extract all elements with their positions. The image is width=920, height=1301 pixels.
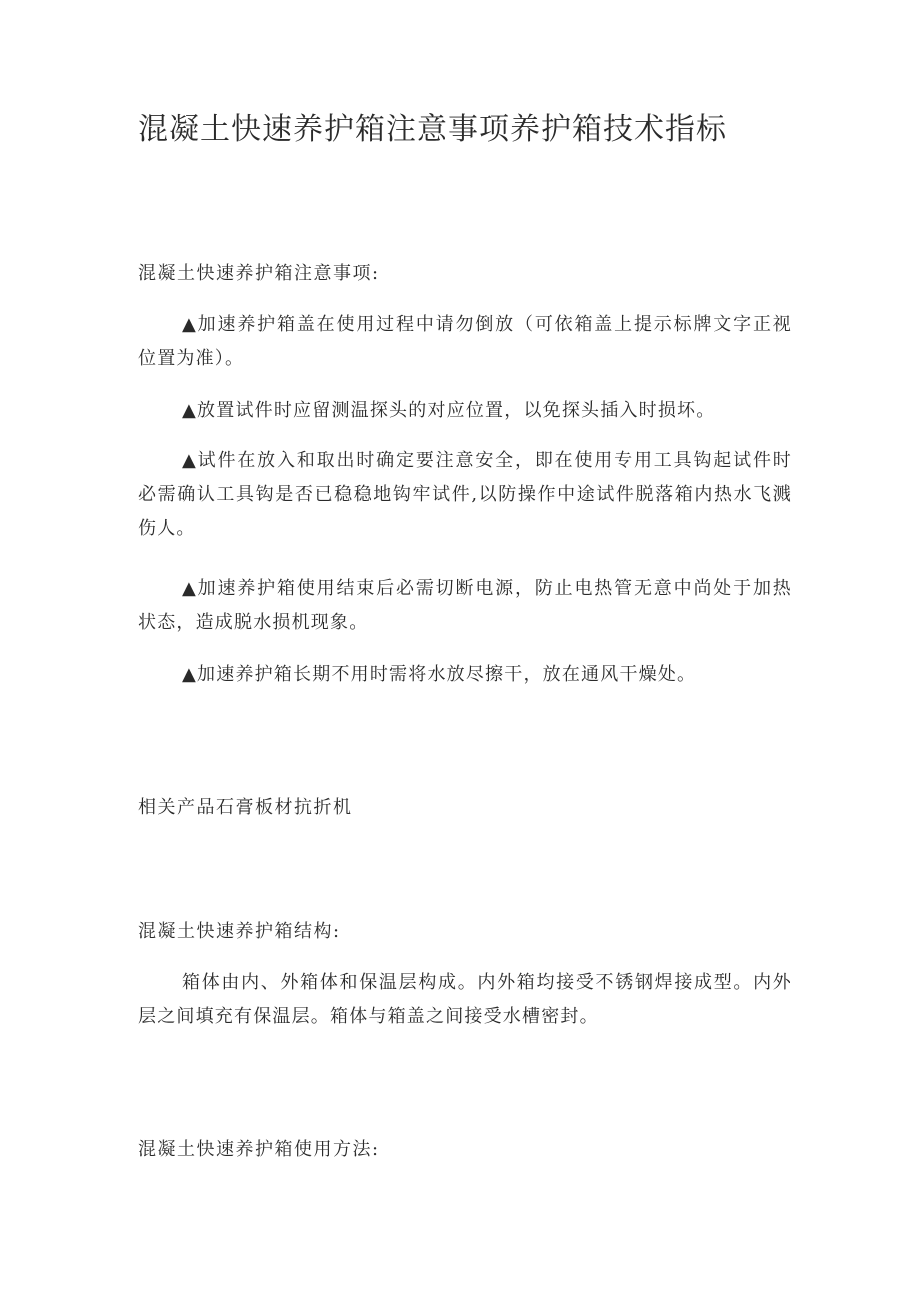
structure-heading: 混凝土快速养护箱结构: xyxy=(138,921,341,942)
usage-heading: 混凝土快速养护箱使用方法: xyxy=(138,1139,380,1160)
related-products-line: 相关产品石膏板材抗折机 xyxy=(138,797,353,818)
note-item-5: ▲加速养护箱长期不用时需将水放尽擦干，放在通风干燥处。 xyxy=(182,664,697,685)
notes-heading: 混凝土快速养护箱注意事项: xyxy=(138,263,380,284)
note-item-3: ▲试件在放入和取出时确定要注意安全，即在使用专用工具钩起试件时必需确认工具钩是否已稳稳地钩牢试件,以防操作中途试件脱落箱内热水飞溅伤人。 xyxy=(138,450,792,539)
note-item-2: ▲放置试件时应留测温探头的对应位置，以免探头插入时损坏。 xyxy=(182,400,716,421)
note-item-4: ▲加速养护箱使用结束后必需切断电源，防止电热管无意中尚处于加热状态，造成脱水损机现象。 xyxy=(138,578,792,633)
document-title: 混凝土快速养护箱注意事项养护箱技术指标 xyxy=(138,112,727,147)
note-item-1: ▲加速养护箱盖在使用过程中请勿倒放（可依箱盖上提示标牌文字正视位置为准）。 xyxy=(138,314,792,369)
structure-paragraph: 箱体由内、外箱体和保温层构成。内外箱均接受不锈钢焊接成型。内外层之间填充有保温层。箱体与箱盖之间接受水槽密封。 xyxy=(138,972,792,1027)
